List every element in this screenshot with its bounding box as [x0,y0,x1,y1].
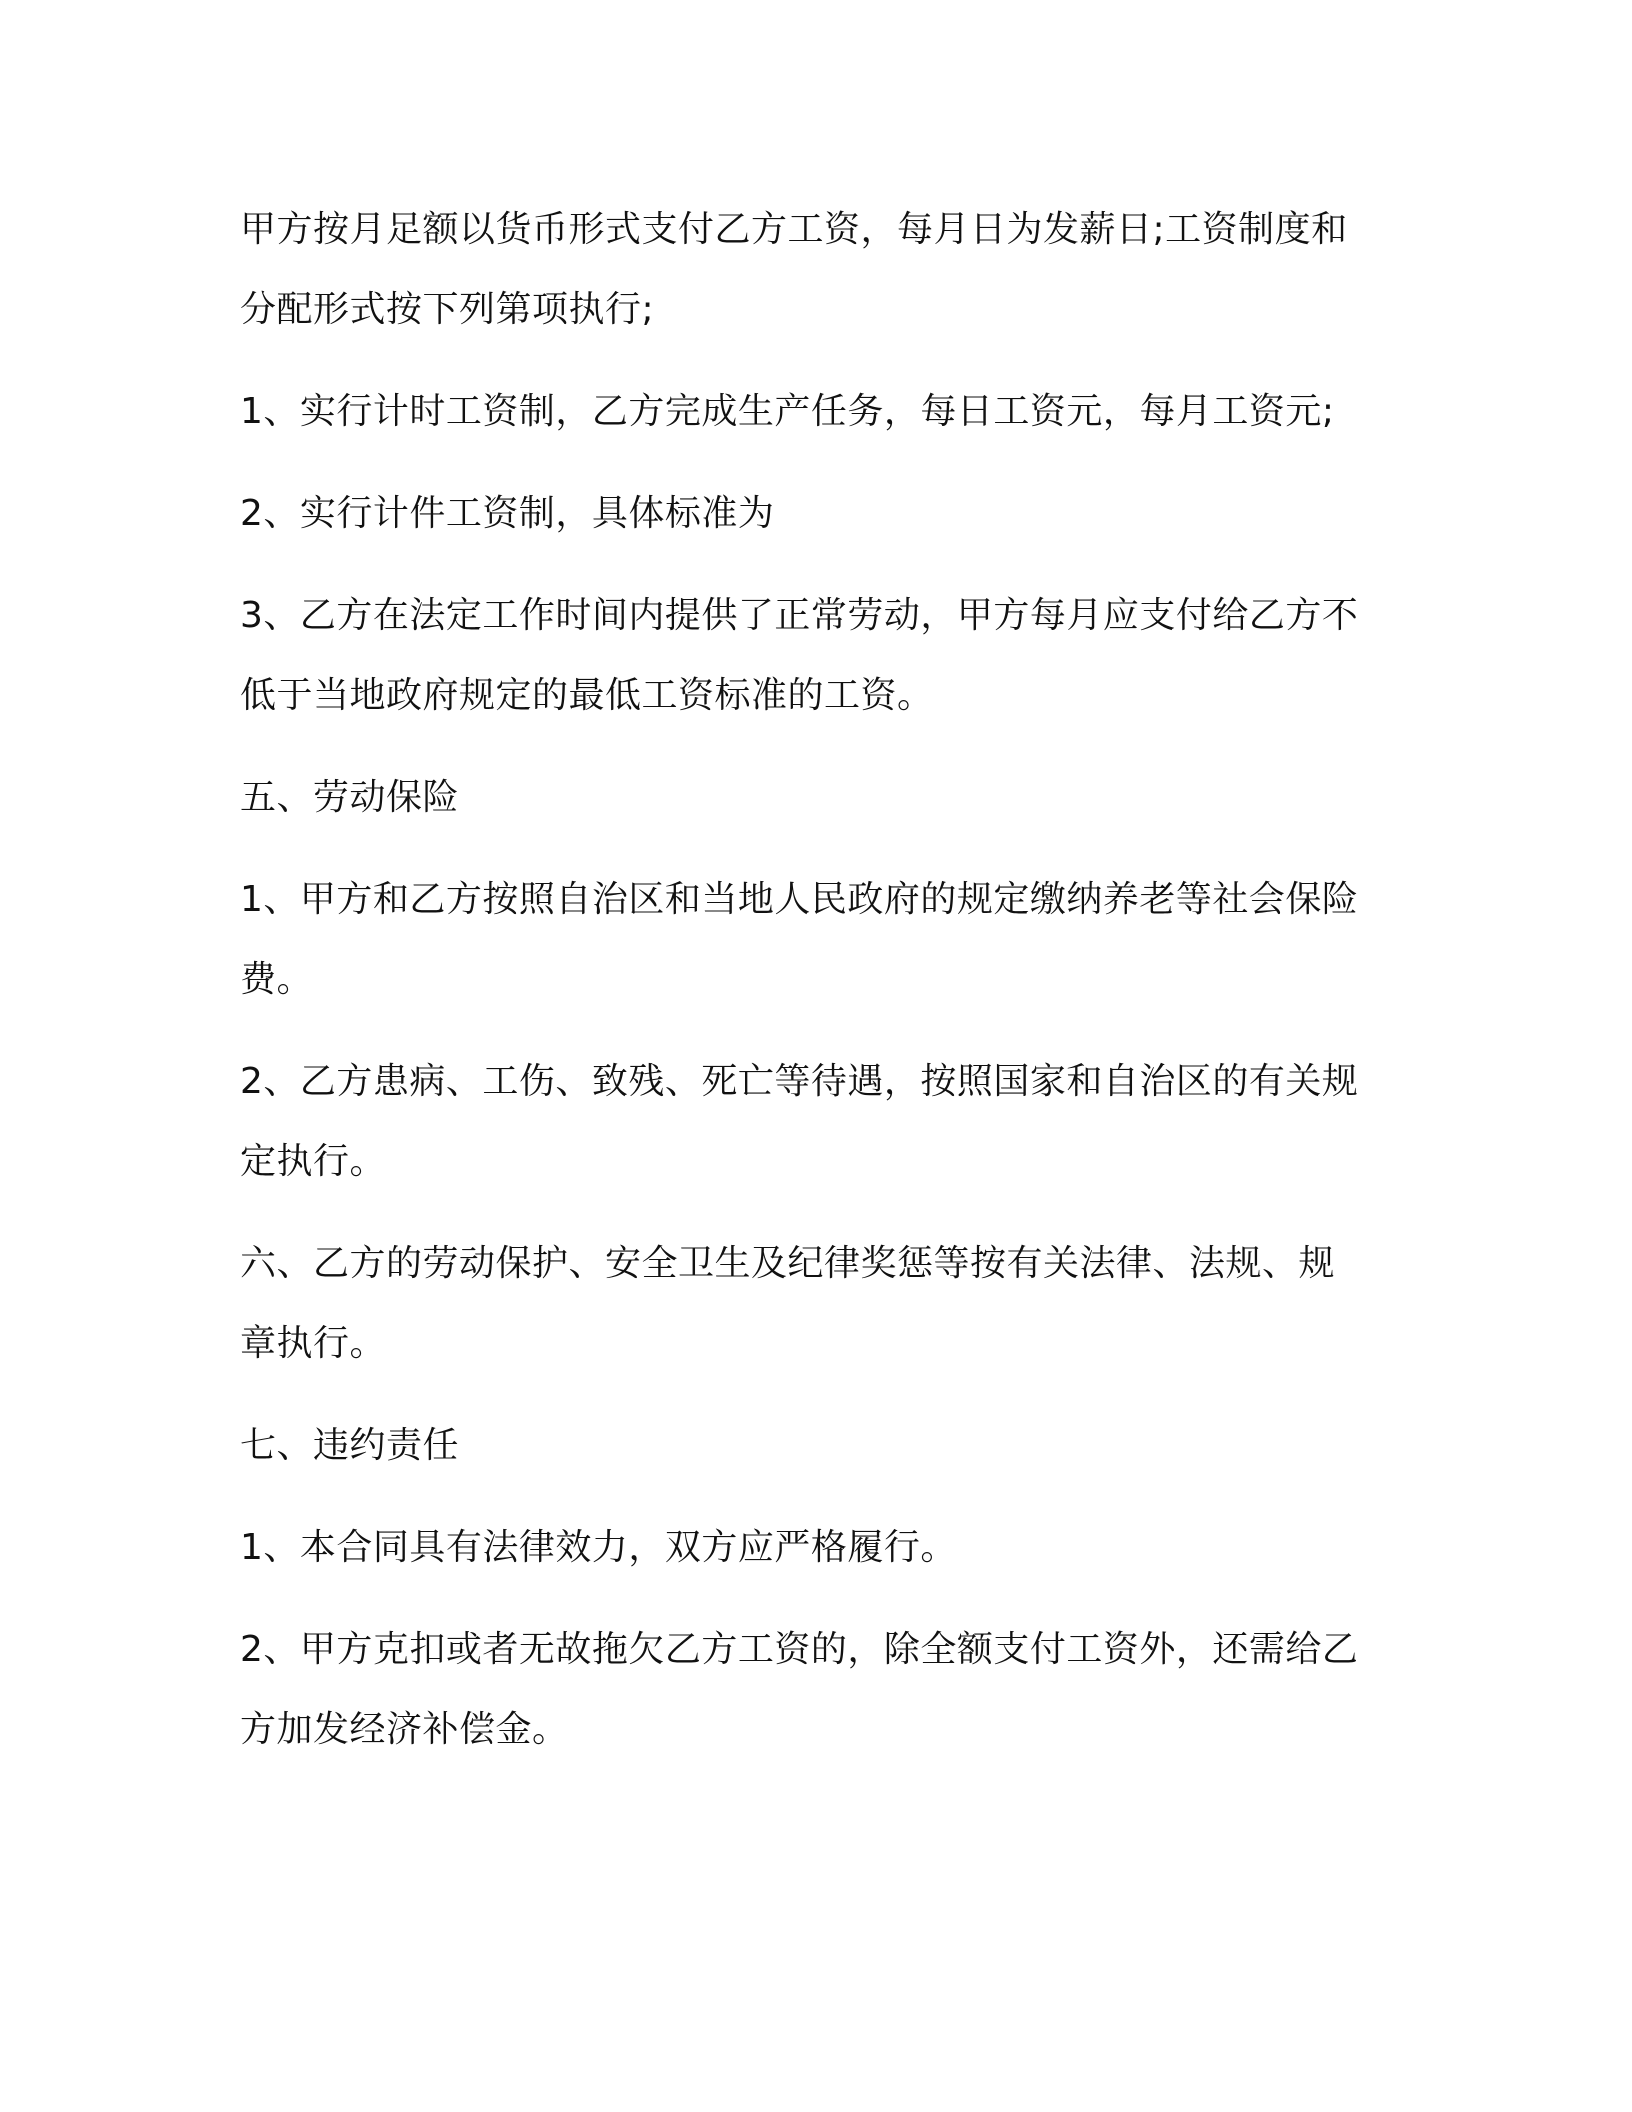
text-line: 七、违约责任 [240,1425,460,1466]
text-line: 2、甲方克扣或者无故拖欠乙方工资的，除全额支付工资外，还需给乙 [240,1629,1359,1670]
text-line: 分配形式按下列第项执行; [240,289,655,330]
section-heading-breach-liability [240,1406,1400,1486]
text-line: 定执行。 [240,1141,387,1182]
paragraph-wage-arrears [240,1610,1400,1770]
paragraph-minimum-wage [240,576,1400,736]
text-line: 方加发经济补偿金。 [240,1709,569,1750]
text-line: 3、乙方在法定工作时间内提供了正常劳动，甲方每月应支付给乙方不 [240,595,1359,636]
text-line: 1、甲方和乙方按照自治区和当地人民政府的规定缴纳养老等社会保险 [240,879,1359,920]
section-heading-labor-insurance [240,758,1400,838]
paragraph-contract-effect [240,1508,1400,1588]
document-body [240,190,1400,1770]
text-line: 费。 [240,959,314,1000]
paragraph-social-insurance [240,860,1400,1020]
text-line: 1、实行计时工资制，乙方完成生产任务，每日工资元，每月工资元; [240,391,1335,432]
text-line: 六、乙方的劳动保护、安全卫生及纪律奖惩等按有关法律、法规、规 [240,1243,1336,1284]
paragraph-wage-payment [240,190,1400,350]
text-line: 甲方按月足额以货币形式支付乙方工资，每月日为发薪日;工资制度和 [240,209,1348,250]
text-line: 2、乙方患病、工伤、致残、死亡等待遇，按照国家和自治区的有关规 [240,1061,1359,1102]
text-line: 1、本合同具有法律效力，双方应严格履行。 [240,1527,957,1568]
text-line: 2、实行计件工资制，具体标准为 [240,493,775,534]
text-line: 低于当地政府规定的最低工资标准的工资。 [240,675,934,716]
paragraph-hourly-wage [240,372,1400,452]
paragraph-piece-wage [240,474,1400,554]
text-line: 五、劳动保险 [240,777,460,818]
section-heading-labor-protection [240,1224,1400,1384]
text-line: 章执行。 [240,1323,387,1364]
paragraph-injury-benefits [240,1042,1400,1202]
